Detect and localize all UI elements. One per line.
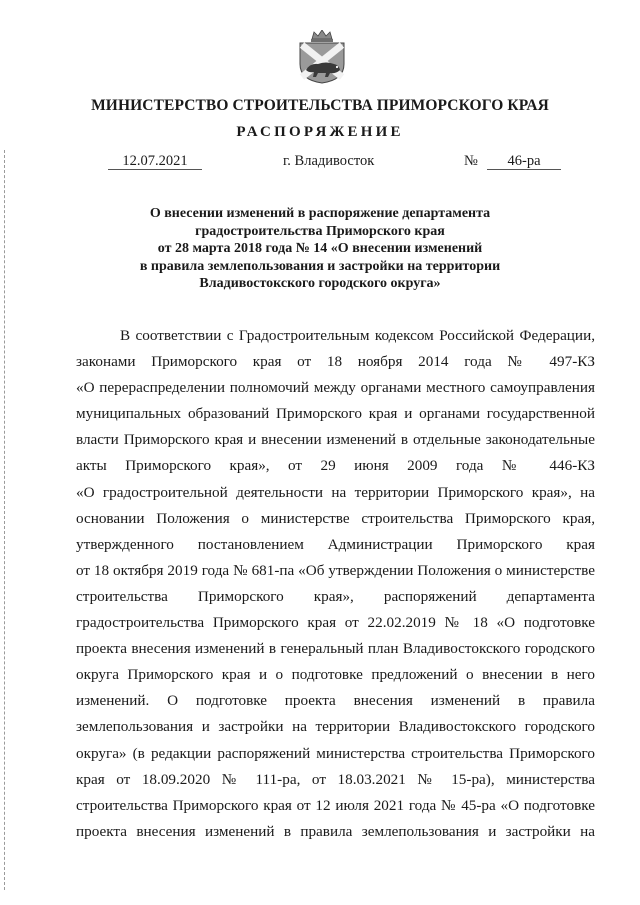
body-paragraph [76,323,595,845]
ministry-name: МИНИСТЕРСТВО СТРОИТЕЛЬСТВА ПРИМОРСКОГО КРАЯ [91,97,549,114]
body-line: округа» (в редакции распоряжений министерства строительства Приморского [76,744,595,762]
body-line: проекта внесения изменений в генеральный план Владивостокского городского [76,640,595,658]
body-line: законами Приморского края от 18 ноября 2014 года № 497-КЗ [76,353,595,371]
body-line: основании Положения о министерстве строительства Приморского края, [76,509,595,527]
title-line: О внесении изменений в распоряжение департамента [149,206,491,221]
title-line: Владивостокского городского округа» [199,276,441,292]
body-line: власти Приморского края и внесении изменений в отдельные законодательные [76,431,595,449]
body-line: «О перераспределении полномочий между органами местного самоуправления [76,379,595,397]
body-line: строительства Приморского края», распоряжений департамента [76,587,595,605]
body-line: градостроительства Приморского края от 22.02.2019 № 18 «О подготовке [76,614,595,632]
body-line: округа Приморского края и о подготовке предложений о внесении в него [76,666,595,684]
body-line: муниципальных образований Приморского края и органами государственной [76,405,595,423]
document-title [100,205,540,293]
body-line: акты Приморского края», от 29 июня 2009 года № 446-КЗ [76,457,595,475]
body-line: края от 18.09.2020 № 111-ра, от 18.03.2021 № 15-ра), министерства [76,770,595,788]
document-date: 12.07.2021 [108,153,202,170]
coat-of-arms-icon [296,30,348,84]
title-line: градостроительства Приморского края [195,223,445,239]
body-line: В соответствии с Градостроительным кодексом Российской Федерации, [120,327,595,344]
body-line: «О градостроительной деятельности на территории Приморского края», на [76,483,595,501]
body-line: от 18 октября 2019 года № 681-па «Об утверждении Положения о министерстве [76,561,595,579]
document-type: РАСПОРЯЖЕНИЕ [236,124,404,140]
number-sign: № [464,153,478,169]
title-line: от 28 марта 2018 года № 14 «О внесении изменений [157,241,483,257]
body-line: утвержденного постановлением Администрации Приморского края [76,535,595,553]
body-line: изменений. О подготовке проекта внесения изменений в правила [76,692,595,710]
scan-edge-line [4,150,5,890]
body-line: строительства Приморского края от 12 июля 2021 года № 45-ра «О подготовке [76,796,595,814]
document-number: 46-ра [487,153,561,170]
body-line: землепользования и застройки на территории Владивостокского городского [76,718,595,736]
body-line: проекта внесения изменений в правила землепользования и застройки на [76,822,595,840]
title-line: в правила землепользования и застройки на территории [139,258,501,274]
document-city: г. Владивосток [283,153,375,169]
